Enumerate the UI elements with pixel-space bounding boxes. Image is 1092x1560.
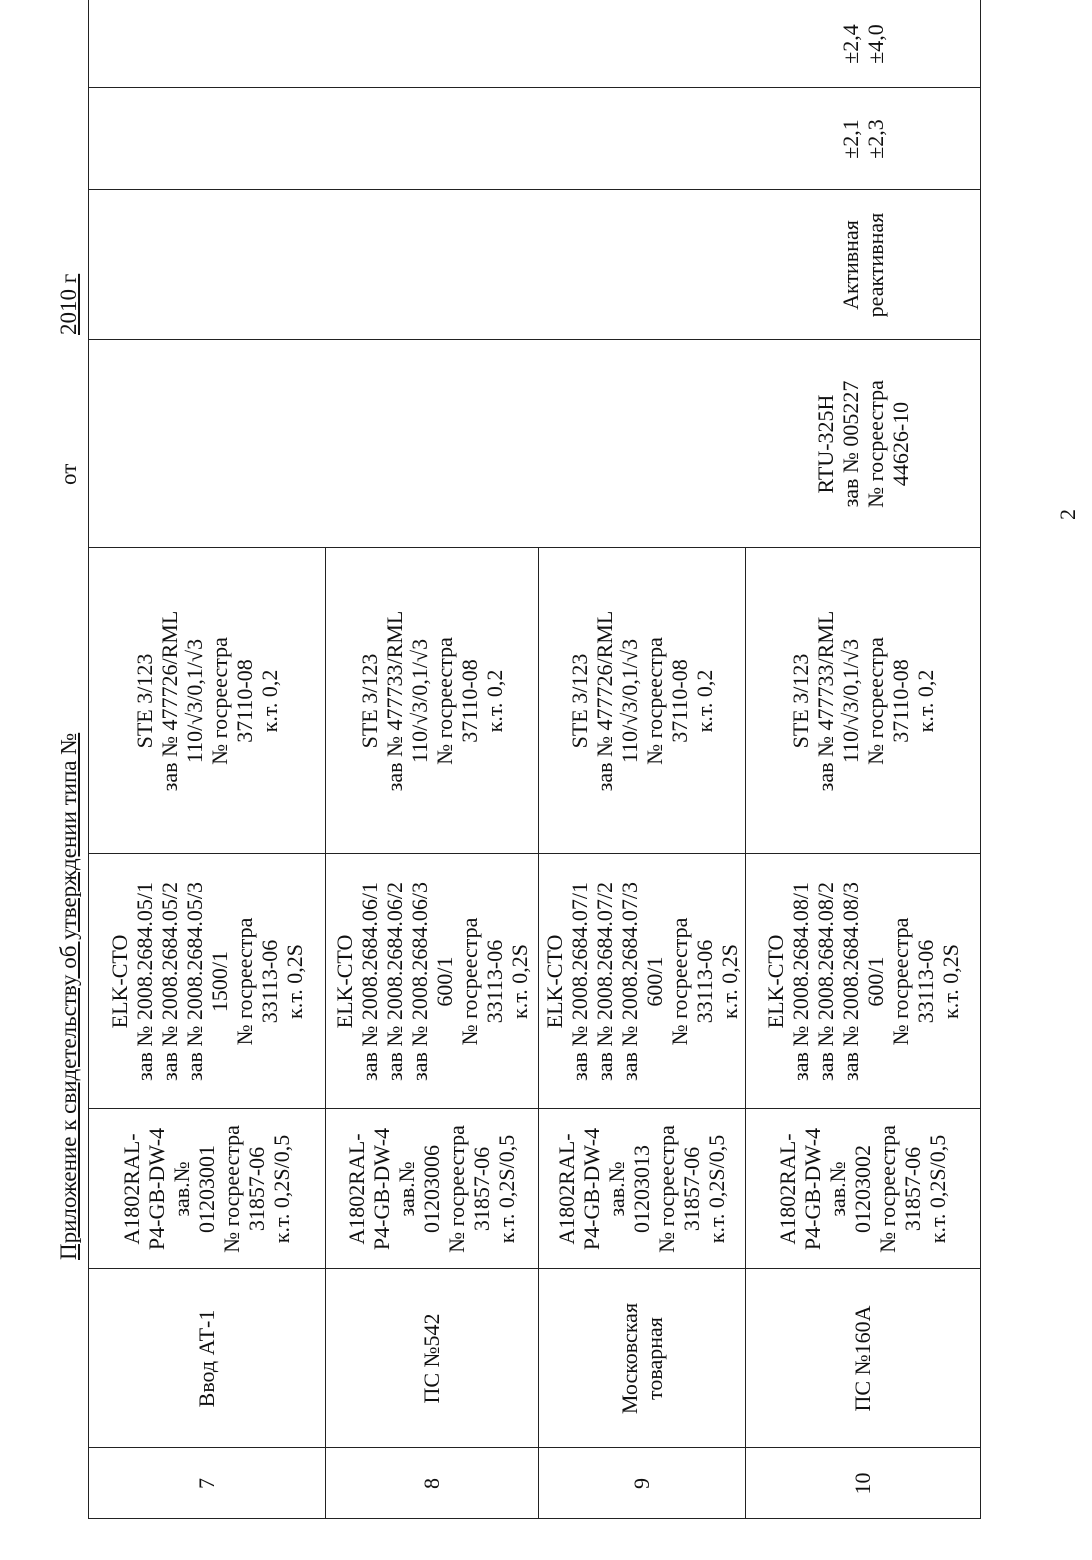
voltage-transformer-cell: STE 3/123 зав № 477733/RML 110/√3/0,1/√3 № госреестра 37110-08 к.т. 0,2: [787, 610, 938, 792]
current-transformer-cell: ELK-CTO зав № 2008.2684.07/1 зав № 2008.2684.07/2 зав № 2008.2684.07/3 600/1 № госреестра 33113-06 к.т. 0,2S: [541, 882, 742, 1081]
appendix-title: Приложение к свидетельству об утверждении типа №: [56, 732, 81, 1260]
object-name: ПС №542: [419, 1313, 444, 1404]
meter-cell: A1802RAL- P4-GB-DW-4 зав.№ 01203006 № госреестра 31857-06 к.т. 0,2S/0,5: [344, 1125, 519, 1253]
appendix-caption: [56, 733, 82, 1260]
voltage-transformer-cell: STE 3/123 зав № 477726/RML 110/√3/0,1/√3 № госреестра 37110-08 к.т. 0,2: [131, 610, 282, 792]
equipment-table: [88, 0, 988, 1560]
current-transformer-cell: ELK-CTO зав № 2008.2684.05/1 зав № 2008.2684.05/2 зав № 2008.2684.05/3 1500/1 № госреестра 33113-06 к.т. 0,2S: [106, 882, 307, 1081]
page-number: 2: [1055, 509, 1080, 520]
object-name: Московская товарная: [616, 1302, 667, 1415]
meter-cell: A1802RAL- P4-GB-DW-4 зав.№ 01203002 № госреестра 31857-06 к.т. 0,2S/0,5: [775, 1125, 950, 1253]
row-number: 7: [194, 1478, 219, 1489]
year-label: 2010 г: [56, 273, 81, 335]
row-line: [980, 0, 981, 1519]
row-number: 9: [629, 1478, 654, 1489]
voltage-transformer-cell: STE 3/123 зав № 477726/RML 110/√3/0,1/√3 № госреестра 37110-08 к.т. 0,2: [566, 610, 717, 792]
row-number: 8: [419, 1478, 444, 1489]
error-normal-cell: ±2,1 ±2,3: [837, 119, 888, 159]
meter-cell: A1802RAL- P4-GB-DW-4 зав.№ 01203001 № госреестра 31857-06 к.т. 0,2S/0,5: [119, 1125, 294, 1253]
row-number: 10: [850, 1472, 875, 1495]
error-working-cell: ±2,4 ±4,0: [837, 24, 888, 64]
voltage-transformer-cell: STE 3/123 зав № 477733/RML 110/√3/0,1/√3 № госреестра 37110-08 к.т. 0,2: [356, 610, 507, 792]
current-transformer-cell: ELK-CTO зав № 2008.2684.08/1 зав № 2008.2684.08/2 зав № 2008.2684.08/3 600/1 № госреестра 33113-06 к.т. 0,2S: [762, 882, 963, 1081]
meter-cell: A1802RAL- P4-GB-DW-4 зав.№ 01203013 № госреестра 31857-06 к.т. 0,2S/0,5: [554, 1125, 729, 1253]
energy-type-cell: Активная реактивная: [837, 212, 888, 318]
rtu-cell: RTU-325H зав № 005227 № госреестра 44626-10: [812, 380, 913, 508]
object-name: Ввод АТ-1: [194, 1309, 219, 1408]
current-transformer-cell: ELK-CTO зав № 2008.2684.06/1 зав № 2008.2684.06/2 зав № 2008.2684.06/3 600/1 № госреестра 33113-06 к.т. 0,2S: [331, 882, 532, 1081]
from-label: от: [56, 463, 81, 485]
object-name: ПС №160А: [850, 1305, 875, 1412]
